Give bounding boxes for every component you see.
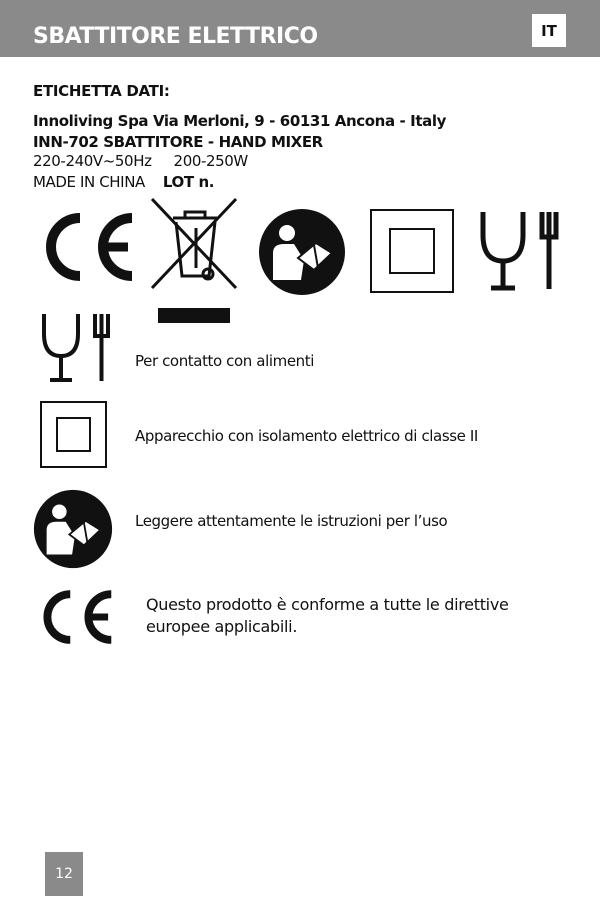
origin-value: MADE IN CHINA — [33, 173, 145, 191]
class-ii-text: Apparecchio con isolamento elettrico di classe II — [135, 427, 478, 445]
food-contact-legend-icon — [40, 311, 114, 383]
read-manual-icon — [258, 208, 346, 296]
ce-compliance-text — [146, 594, 509, 638]
food-contact-icon — [479, 209, 563, 291]
read-manual-legend-icon — [33, 489, 113, 569]
food-contact-text: Per contatto con alimenti — [135, 352, 315, 370]
model-line: INN-702 SBATTITORE - HAND MIXER — [33, 133, 323, 151]
ce-text-line-2: europee applicabili. — [146, 617, 298, 636]
read-manual-text: Leggere attentamente le istruzioni per l’uso — [135, 512, 448, 530]
class-ii-insulation-icon — [370, 209, 454, 293]
weee-bin-icon — [149, 196, 239, 326]
class-ii-legend-icon — [40, 401, 107, 468]
origin-line — [33, 173, 214, 191]
ce-mark-legend-icon — [34, 589, 116, 645]
voltage-value: 220-240V~50Hz — [33, 152, 152, 170]
ce-text-line-1: Questo prodotto è conforme a tutte le direttive — [146, 595, 509, 614]
power-value: 200-250W — [173, 152, 248, 170]
lot-label: LOT n. — [162, 173, 215, 191]
company-address: Innoliving Spa Via Merloni, 9 - 60131 Ancona - Italy — [33, 112, 446, 130]
electrical-specs — [33, 152, 248, 170]
page-header — [0, 0, 600, 57]
language-badge: IT — [532, 14, 566, 47]
header-title: SBATTITORE ELETTRICO — [33, 24, 318, 49]
section-heading: ETICHETTA DATI: — [33, 82, 170, 100]
ce-mark-icon — [34, 212, 138, 282]
page-number: 12 — [45, 852, 83, 896]
